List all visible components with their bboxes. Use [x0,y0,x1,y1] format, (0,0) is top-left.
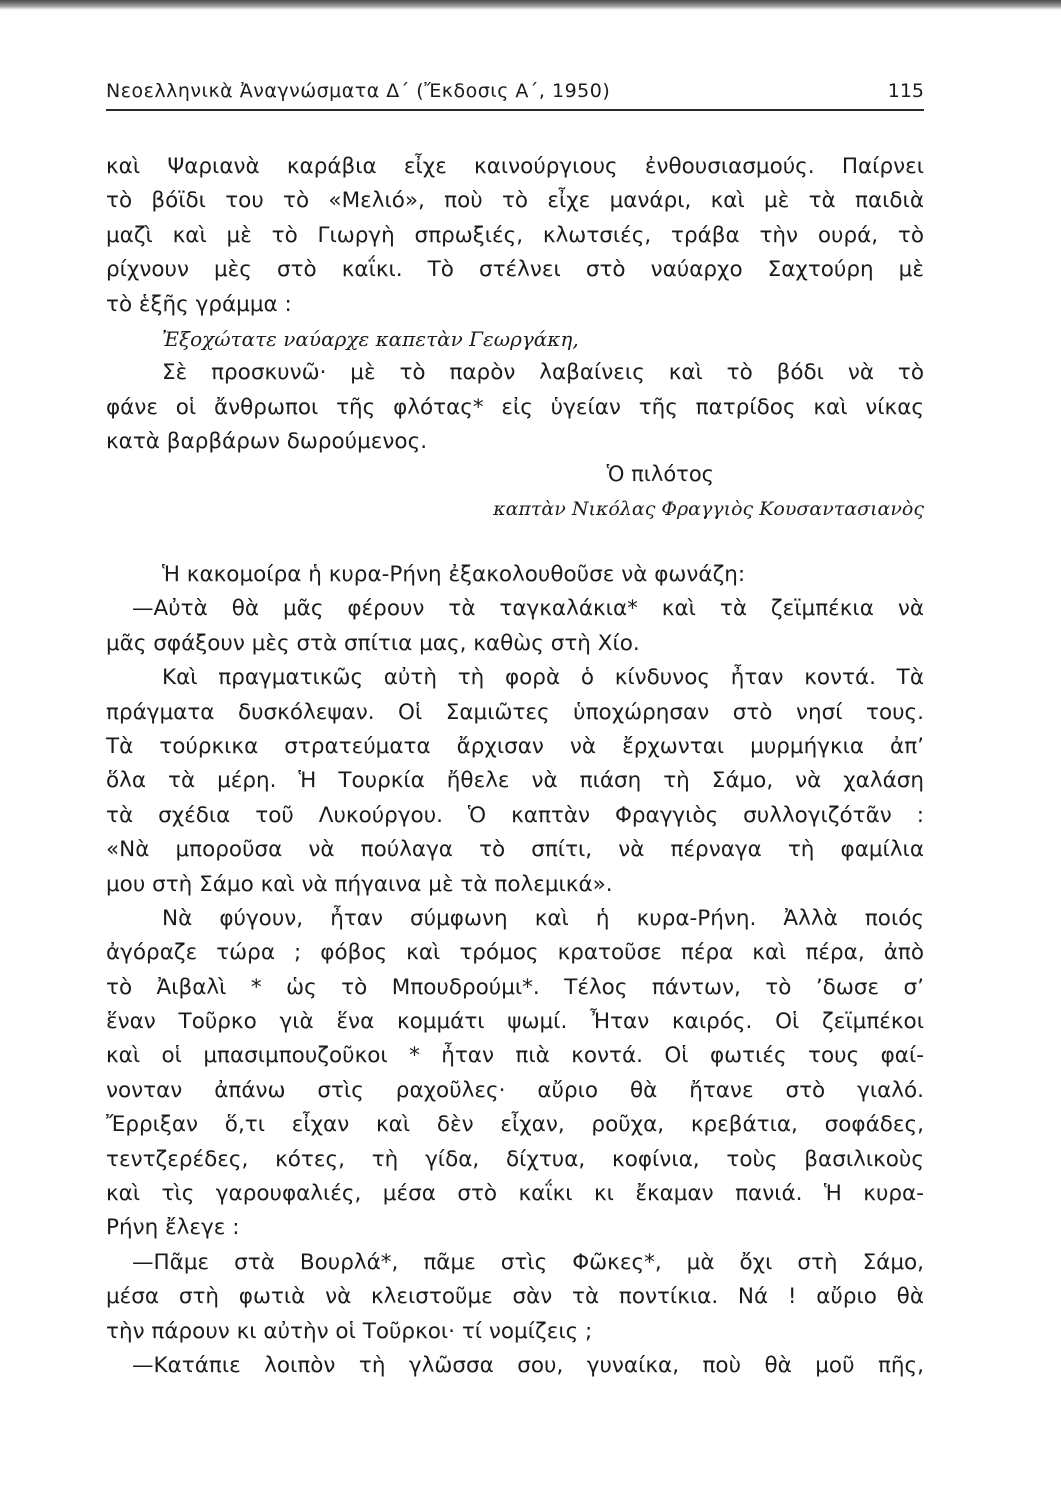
page-number: 115 [887,80,924,102]
text-line: ὅλα τὰ μέρη. Ἡ Τουρκία ἤθελε νὰ πιάση τὴ Σάμο, νὰ χαλάση [106,768,924,794]
letter [106,322,924,460]
text-line: —Αὐτὰ θὰ μᾶς φέρουν τὰ ταγκαλάκια* καὶ τὰ ζεϊμπέκια νὰ [132,596,924,622]
text-line: Νὰ φύγουν, ἦταν σύμφωνη καὶ ἡ κυρα-Ρήνη. Ἀλλὰ ποιός [162,905,924,931]
header-rule [106,109,924,111]
text-line: Σὲ προσκυνῶ· μὲ τὸ παρὸν λαβαίνεις καὶ τὸ βόδι νὰ τὸ [162,360,924,386]
text-line: Ἔρριξαν ὅ,τι εἶχαν καὶ δὲν εἶχαν, ροῦχα, κρεβάτια, σοφάδες, [106,1112,924,1138]
text-line: καὶ Ψαριανὰ καράβια εἶχε καινούργιους ἐνθουσιασμούς. Παίρνει [106,154,924,179]
text-line: τεντζερέδες, κότες, τὴ γίδα, δίχτυα, κοφίνια, τοὺς βασιλικοὺς [106,1146,924,1172]
text-line: Ρήνη ἔλεγε : [106,1215,240,1241]
text-line: τὸ ἑξῆς γράμμα : [106,291,292,317]
scan-top-edge [0,0,1061,10]
signature-title: Ὁ πιλότος [606,462,714,486]
text-line: νονταν ἀπάνω στὶς ραχοῦλες· αὔριο θὰ ἤτανε στὸ γιαλό. [106,1077,924,1103]
text-line: ρίχνουν μὲς στὸ καΐκι. Τὸ στέλνει στὸ ναύαρχο Σαχτούρη μὲ [106,257,924,283]
running-header [106,76,924,112]
paragraph-opening [106,150,924,322]
text-line: μᾶς σφάξουν μὲς στὰ σπίτια μας, καθὼς στὴ Χίο. [106,630,640,656]
text-line: «Νὰ μποροῦσα νὰ πούλαγα τὸ σπίτι, νὰ πέρναγα τὴ φαμίλια [106,837,924,863]
text-line: —Κατάπιε λοιπὸν τὴ γλῶσσα σου, γυναίκα, ποὺ θὰ μοῦ πῆς, [132,1352,924,1378]
text-line: καὶ τὶς γαρουφαλιές, μέσα στὸ καΐκι κι ἔκαμαν πανιά. Ἡ κυρα- [106,1181,924,1207]
text-line: —Πᾶμε στὰ Βουρλά*, πᾶμε στὶς Φῶκες*, μὰ ὄχι στὴ Σάμο, [132,1249,924,1275]
text-line: μέσα στὴ φωτιὰ νὰ κλειστοῦμε σὰν τὰ ποντίκια. Νά ! αὔριο θὰ [106,1284,924,1310]
text-line: τὸ βόϊδι του τὸ «Μελιό», ποὺ τὸ εἶχε μανάρι, καὶ μὲ τὰ παιδιὰ [106,188,924,214]
text-line: Καὶ πραγματικῶς αὐτὴ τὴ φορὰ ὁ κίνδυνος ἦταν κοντά. Τὰ [162,665,924,691]
text-line: τὴν πάρουν κι αὐτὴν οἱ Τοῦρκοι· τί νομίζεις ; [106,1318,593,1344]
text-line: Τὰ τούρκικα στρατεύματα ἄρχισαν νὰ ἔρχωνται μυρμήγκια ἀπ’ [106,733,924,759]
text-line: ἕναν Τοῦρκο γιὰ ἕνα κομμάτι ψωμί. Ἦταν καιρός. Οἱ ζεϊμπέκοι [106,1009,924,1035]
text-line: μαζὶ καὶ μὲ τὸ Γιωργὴ σπρωξιές, κλωτσιές, τράβα τὴν ουρά, τὸ [106,222,924,248]
text-line: μου στὴ Σάμο καὶ νὰ πήγαινα μὲ τὰ πολεμικά». [106,871,613,897]
letter-salutation: Ἐξοχώτατε ναύαρχε καπετὰν Γεωργάκη, [162,327,579,351]
text-line: ἀγόραζε τώρα ; φόβος καὶ τρόμος κρατοῦσε πέρα καὶ πέρα, ἀπὸ [106,940,924,966]
paragraph-main [106,558,924,1383]
text-line: τὸ Ἀιβαλὶ * ὡς τὸ Μπουδρούμι*. Τέλος πάντων, τὸ ’δωσε σ’ [106,974,924,1000]
book-title: Νεοελληνικὰ Ἀναγνώσματα Δ΄ (Ἔκδοσις Α΄, 1950) [106,80,611,102]
text-line: τὰ σχέδια τοῦ Λυκούργου. Ὁ καπτὰν Φραγγιὸς συλλογιζότα̃ν : [106,802,924,828]
text-line: Ἡ κακομοίρα ἡ κυρα-Ρήνη ἐξακολουθοῦσε νὰ φωνάζη: [162,562,746,587]
text-line: κατὰ βαρβάρων δωρούμενος. [106,429,428,455]
text-line: καὶ οἱ μπασιμπουζοῦκοι * ἦταν πιὰ κοντά. Οἱ φωτιές τους φαί- [106,1043,924,1069]
signature-name: καπτὰν Νικόλας Φραγγιὸς Κουσαντασιανὸς [493,498,924,520]
text-line: φάνε οἱ ἄνθρωποι τῆς φλότας* εἰς ὑγείαν τῆς πατρίδος καὶ νίκας [106,394,924,420]
text-line: πράγματα δυσκόλεψαν. Οἱ Σαμιῶτες ὑποχώρησαν στὸ νησί τους. [106,699,924,725]
